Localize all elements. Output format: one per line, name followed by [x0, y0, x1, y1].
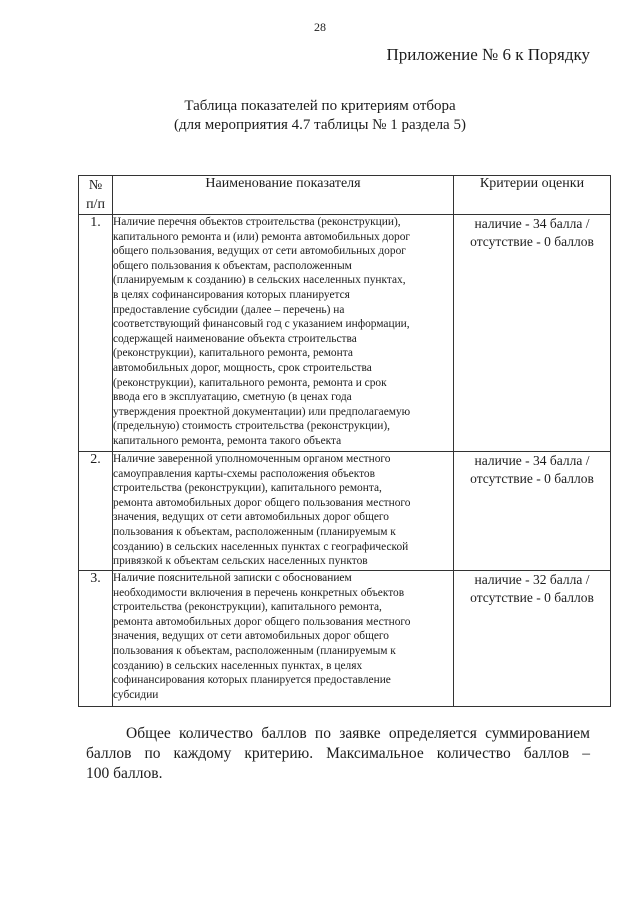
table-row	[79, 215, 611, 452]
description-line: предоставление субсидии (далее – перечень) на	[113, 303, 345, 316]
description-line: общего пользования, ведущих от сети автомобильных дорог	[113, 245, 406, 258]
description-line: (планируемым к созданию) в сельских населенных пунктах,	[113, 274, 406, 287]
header-num	[79, 176, 113, 215]
description-line: софинансирования которых планируется предоставление	[113, 674, 391, 687]
table-row	[79, 571, 611, 707]
table-title	[0, 97, 640, 135]
description-line: ремонта автомобильных дорог общего пользования местного	[113, 496, 411, 509]
description-line: субсидии	[113, 688, 159, 701]
description-line: пользования к объектам, расположенным (планируемым к	[113, 644, 396, 657]
criteria-line: наличие - 34 балла /	[474, 216, 590, 231]
criteria-line: наличие - 34 балла /	[474, 453, 590, 468]
description-line: в целях софинансирования которых планируется	[113, 288, 350, 301]
description-line: (реконструкции), капитального ремонта, ремонта и срок	[113, 376, 387, 389]
criteria-line: отсутствие - 0 баллов	[470, 471, 594, 486]
criteria-line: отсутствие - 0 баллов	[470, 590, 594, 605]
row-criteria	[454, 215, 611, 452]
description-line: Наличие заверенной уполномоченным органом местного	[113, 453, 391, 465]
description-line: значения, ведущих от сети автомобильных дорог общего	[113, 630, 389, 643]
description-line: (реконструкции), капитального ремонта, ремонта	[113, 347, 353, 360]
row-description	[113, 571, 454, 707]
table-row	[79, 452, 611, 571]
table-title-line-2: (для мероприятия 4.7 таблицы № 1 раздела 5)	[174, 117, 466, 133]
summary-line: баллов по каждому критерию. Максимальное количество баллов –	[86, 745, 590, 762]
criteria-table	[78, 175, 611, 707]
description-line: (предельную) стоимость строительства (реконструкции),	[113, 420, 391, 433]
row-number: 2.	[79, 452, 113, 571]
summary-line: Общее количество баллов по заявке определяется суммированием	[126, 725, 590, 742]
header-num-line-1: №	[88, 178, 103, 193]
row-number: 3.	[79, 571, 113, 707]
description-line: ввода его в эксплуатацию, сметную (в ценах года	[113, 391, 352, 404]
description-line: содержащей наименование объекта строительства	[113, 332, 357, 345]
description-line: ремонта автомобильных дорог общего пользования местного	[113, 615, 411, 628]
description-line: общего пользования к объектам, расположенным	[113, 259, 352, 272]
description-line: соответствующий финансовый год с указанием информации,	[113, 318, 410, 331]
row-number: 1.	[79, 215, 113, 452]
row-criteria	[454, 571, 611, 707]
table-header-row	[79, 176, 611, 215]
description-line: самоуправления карты-схемы расположения объектов	[113, 467, 376, 480]
row-description	[113, 452, 454, 571]
description-line: необходимости включения в перечень конкретных объектов	[113, 586, 405, 599]
description-line: автомобильных дорог, мощность, срок строительства	[113, 361, 372, 374]
description-line: созданию) в сельских населенных пунктах с географической	[113, 540, 409, 553]
description-line: капитального ремонта и (или) ремонта автомобильных дорог	[113, 230, 411, 243]
page-number: 28	[314, 20, 326, 34]
criteria-line: отсутствие - 0 баллов	[470, 234, 594, 249]
row-description	[113, 215, 454, 452]
description-line: Наличие пояснительной записки с обоснованием	[113, 572, 352, 584]
description-line: Наличие перечня объектов строительства (реконструкции),	[113, 216, 401, 228]
description-line: привязкой к объектам сельских населенных пунктов	[113, 555, 368, 568]
criteria-line: наличие - 32 балла /	[474, 572, 590, 587]
summary-paragraph	[86, 724, 590, 784]
row-criteria	[454, 452, 611, 571]
appendix-label: Приложение № 6 к Порядку	[386, 45, 590, 64]
description-line: строительства (реконструкции), капитального ремонта,	[113, 482, 382, 495]
table-title-line-1: Таблица показателей по критериям отбора	[184, 98, 456, 114]
header-num-line-2: п/п	[86, 197, 105, 212]
description-line: созданию) в сельских населенных пунктах, в целях	[113, 659, 363, 672]
summary-line: 100 баллов.	[86, 765, 163, 782]
header-name: Наименование показателя	[113, 176, 454, 215]
header-criteria: Критерии оценки	[454, 176, 611, 215]
description-line: пользования к объектам, расположенным (планируемым к	[113, 525, 396, 538]
description-line: значения, ведущих от сети автомобильных дорог общего	[113, 511, 389, 524]
description-line: утверждения проектной документации) или предполагаемую	[113, 405, 411, 418]
description-line: капитального ремонта, ремонта такого объекта	[113, 434, 342, 447]
description-line: строительства (реконструкции), капитального ремонта,	[113, 601, 382, 614]
